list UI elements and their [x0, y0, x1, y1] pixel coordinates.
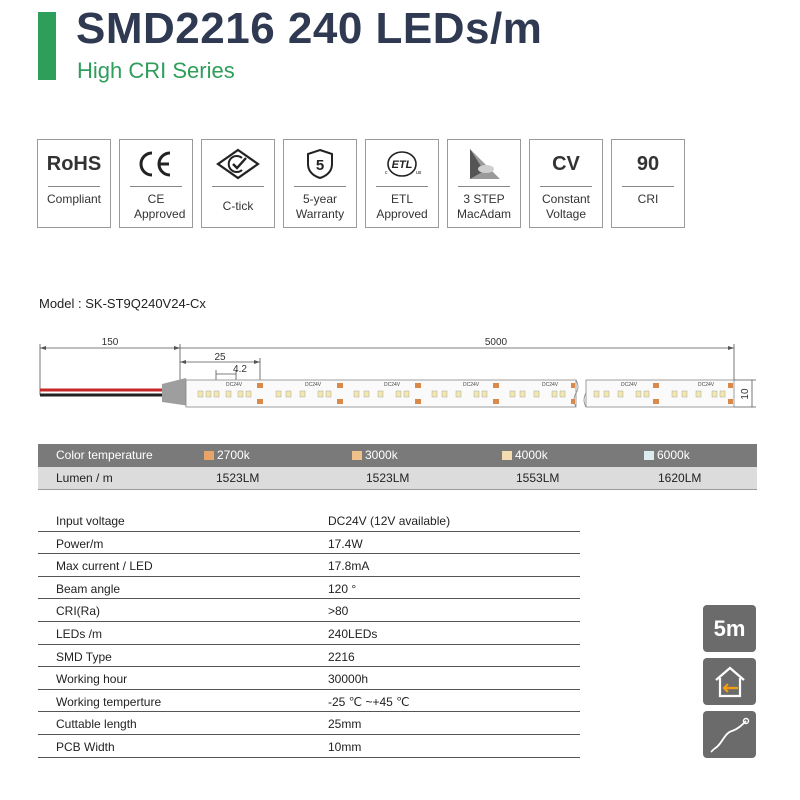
badge-macadam	[447, 139, 521, 228]
badge-label: ETL Approved	[376, 192, 428, 221]
badge-cri	[611, 139, 685, 228]
svg-text:DC24V: DC24V	[542, 382, 559, 388]
table-row: Working hour 30000h	[38, 667, 580, 690]
accent-bar	[38, 12, 56, 80]
table-row: PCB Width 10mm	[38, 735, 580, 758]
spec-table	[38, 509, 580, 758]
cct-6000k: 6000k	[644, 448, 690, 462]
five-year-shield-icon	[284, 148, 356, 180]
color-temperature-label: Color temperature	[56, 448, 153, 462]
table-row: Input voltage DC24V (12V available)	[38, 509, 580, 532]
strip-dimension-drawing	[0, 330, 800, 430]
badge-label: CE Approved	[134, 192, 186, 221]
page-title: SMD2216 240 LEDs/m	[76, 4, 543, 53]
dim-width-label: 10	[740, 388, 751, 400]
badge-ce	[119, 139, 193, 228]
dim-lead-label: 150	[101, 337, 119, 348]
badge-label: C-tick	[222, 199, 254, 213]
swatch-2700k	[204, 451, 214, 460]
page-subtitle: High CRI Series	[77, 58, 235, 83]
etl-mark-icon	[366, 148, 438, 180]
svg-text:DC24V: DC24V	[305, 382, 322, 388]
svg-text:5: 5	[315, 157, 325, 174]
model-number: Model : SK-ST9Q240V24-Cx	[39, 296, 206, 311]
swatch-4000k	[502, 451, 512, 460]
swatch-6000k	[644, 451, 654, 460]
svg-text:c: c	[385, 170, 388, 176]
cct-2700k: 2700k	[204, 448, 250, 462]
indoor-house-icon	[703, 658, 756, 705]
ce-mark-icon	[120, 148, 192, 180]
svg-text:ETL: ETL	[391, 159, 413, 171]
dim-total-label: 5000	[484, 337, 508, 348]
badge-cv	[529, 139, 603, 228]
badge-rohs	[37, 139, 111, 228]
svg-text:DC24V: DC24V	[463, 382, 480, 388]
badge-c-tick	[201, 139, 275, 228]
table-row: Power/m 17.4W	[38, 532, 580, 555]
lumen-4000k: 1553LM	[516, 471, 560, 485]
svg-text:DC24V: DC24V	[384, 382, 401, 388]
reel-length-icon: 5m	[703, 605, 756, 652]
cct-3000k: 3000k	[352, 448, 398, 462]
lumen-label: Lumen / m	[56, 471, 113, 485]
color-temperature-table	[38, 444, 757, 490]
badge-label: 3 STEP MacAdam	[456, 192, 512, 221]
table-row: Max current / LED 17.8mA	[38, 554, 580, 577]
svg-text:DC24V: DC24V	[621, 382, 638, 388]
table-row: SMD Type 2216	[38, 645, 580, 668]
lumen-row	[38, 467, 757, 490]
swatch-3000k	[352, 451, 362, 460]
c-tick-icon	[202, 148, 274, 180]
badge-label: Compliant	[46, 192, 102, 206]
badge-label: 5-year Warranty	[295, 192, 345, 221]
table-row: Working temperture -25 ℃ ~+45 ℃	[38, 690, 580, 713]
dim-pitch-label: 4.2	[233, 364, 247, 375]
svg-text:DC24V: DC24V	[698, 382, 715, 388]
badge-label: CRI	[637, 192, 659, 206]
cv-text-icon: CV	[552, 152, 580, 175]
flexible-strip-icon	[703, 711, 756, 758]
table-row: Cuttable length 25mm	[38, 712, 580, 735]
cri-text-icon: 90	[636, 152, 660, 175]
svg-text:us: us	[416, 170, 422, 176]
table-row: CRI(Ra) >80	[38, 599, 580, 622]
badge-etl	[365, 139, 439, 228]
lumen-6000k: 1620LM	[658, 471, 702, 485]
table-row: LEDs /m 240LEDs	[38, 622, 580, 645]
lumen-3000k: 1523LM	[366, 471, 410, 485]
cct-4000k: 4000k	[502, 448, 548, 462]
table-row: Beam angle 120 °	[38, 577, 580, 600]
rohs-text-icon: RoHS	[46, 152, 102, 175]
svg-text:DC24V: DC24V	[226, 382, 243, 388]
badge-warranty	[283, 139, 357, 228]
color-temperature-header-row	[38, 444, 757, 467]
dim-cut-label: 25	[214, 352, 226, 363]
macadam-ellipse-icon	[448, 148, 520, 180]
lumen-2700k: 1523LM	[216, 471, 260, 485]
badge-label: Constant Voltage	[541, 192, 591, 221]
